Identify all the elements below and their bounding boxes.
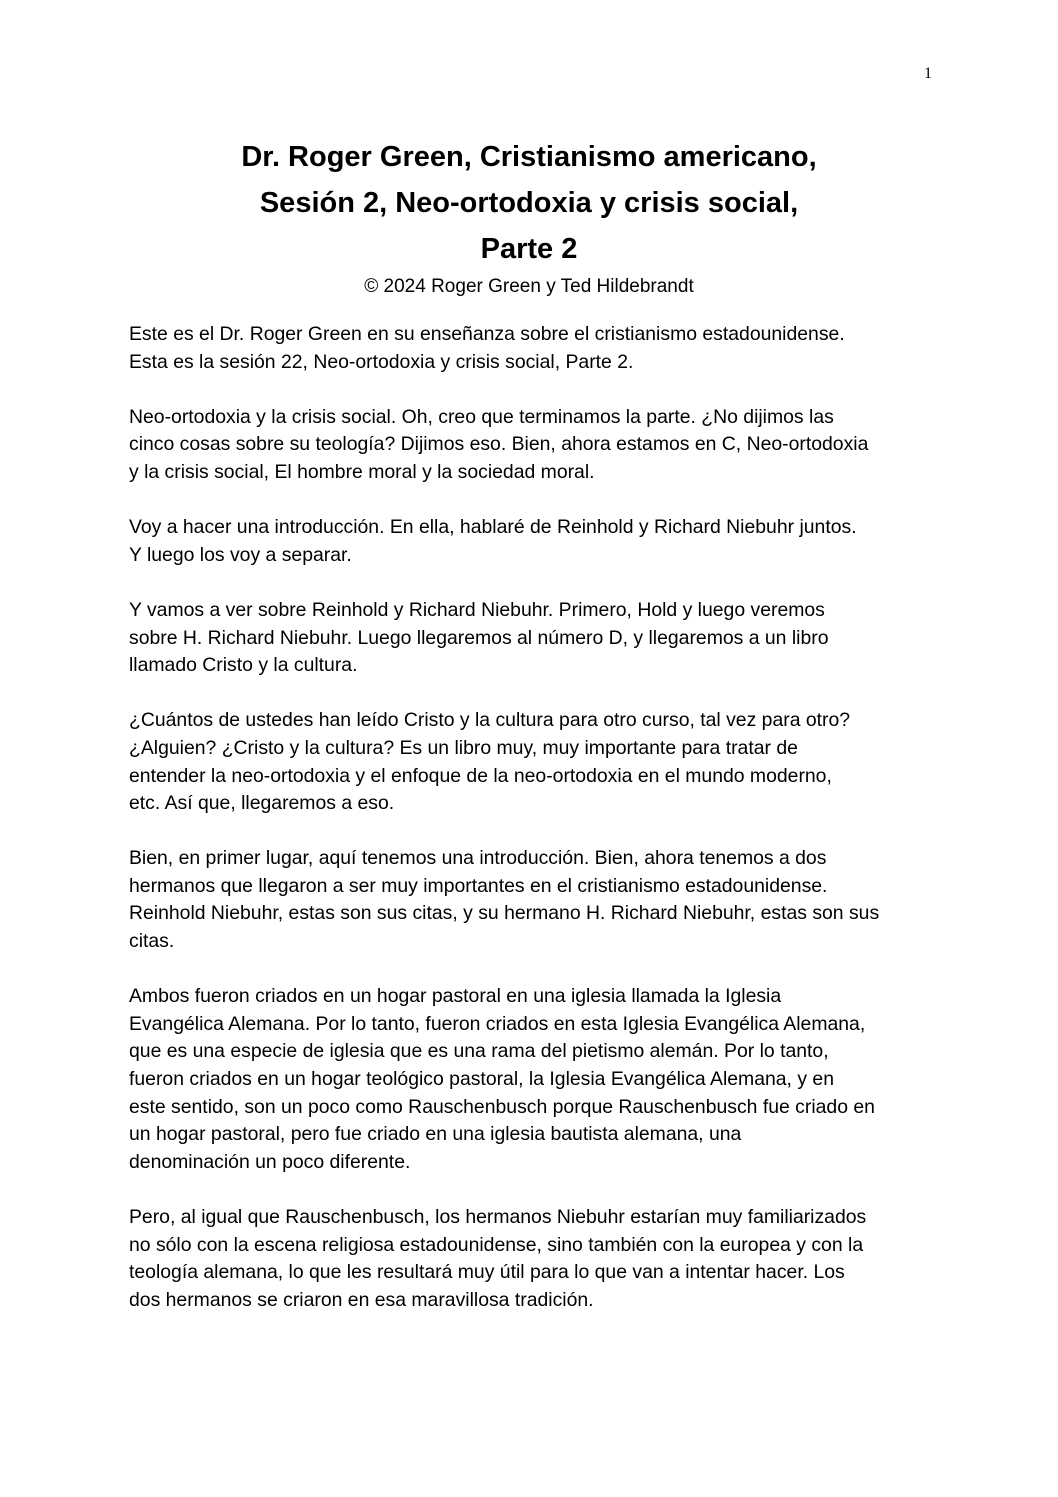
text-line: Reinhold Niebuhr, estas son sus citas, y su hermano H. Richard Niebuhr, estas son sus xyxy=(129,902,880,925)
text-line: Bien, en primer lugar, aquí tenemos una introducción. Bien, ahora tenemos a dos xyxy=(129,847,827,870)
text-line: Y vamos a ver sobre Reinhold y Richard Niebuhr. Primero, Hold y luego veremos xyxy=(129,598,825,621)
text-line: llamado Cristo y la cultura. xyxy=(129,654,358,677)
text-line: que es una especie de iglesia que es una rama del pietismo alemán. Por lo tanto, xyxy=(129,1040,829,1063)
title-line-1: Dr. Roger Green, Cristianismo americano, xyxy=(241,141,817,173)
paragraph-4 xyxy=(129,597,934,680)
title-line-3: Parte 2 xyxy=(480,233,578,265)
text-line: cinco cosas sobre su teología? Dijimos eso. Bien, ahora estamos en C, Neo-ortodoxia xyxy=(129,433,869,456)
text-line: y la crisis social, El hombre moral y la sociedad moral. xyxy=(129,460,595,483)
text-line: dos hermanos se criaron en esa maravillosa tradición. xyxy=(129,1288,594,1311)
text-line: Y luego los voy a separar. xyxy=(129,543,352,566)
paragraph-2 xyxy=(129,404,934,487)
document-header xyxy=(0,134,1058,300)
text-line: Voy a hacer una introducción. En ella, hablaré de Reinhold y Richard Niebuhr juntos. xyxy=(129,516,857,539)
text-line: este sentido, son un poco como Rauschenbusch porque Rauschenbusch fue criado en xyxy=(129,1095,875,1118)
text-line: sobre H. Richard Niebuhr. Luego llegaremos al número D, y llegaremos a un libro xyxy=(129,626,829,649)
text-line: Neo-ortodoxia y la crisis social. Oh, creo que terminamos la parte. ¿No dijimos las xyxy=(129,405,834,428)
text-line: ¿Cuántos de ustedes han leído Cristo y la cultura para otro curso, tal vez para otro? xyxy=(129,709,851,732)
paragraph-1 xyxy=(129,321,934,376)
text-line: Pero, al igual que Rauschenbusch, los hermanos Niebuhr estarían muy familiarizados xyxy=(129,1206,867,1228)
text-line: no sólo con la escena religiosa estadounidense, sino también con la europea y con la xyxy=(129,1233,864,1256)
paragraph-5 xyxy=(129,707,934,817)
text-line: ¿Alguien? ¿Cristo y la cultura? Es un libro muy, muy importante para tratar de xyxy=(129,736,798,759)
text-line: un hogar pastoral, pero fue criado en una iglesia bautista alemana, una xyxy=(129,1123,742,1146)
text-line: entender la neo-ortodoxia y el enfoque de la neo-ortodoxia en el mundo moderno, xyxy=(129,764,832,787)
text-line: Evangélica Alemana. Por lo tanto, fueron criados en esta Iglesia Evangélica Alemana, xyxy=(129,1012,866,1035)
paragraph-7 xyxy=(129,983,934,1176)
paragraph-8 xyxy=(129,1204,934,1314)
copyright-notice: © 2024 Roger Green y Ted Hildebrandt xyxy=(364,276,694,297)
title-line-2: Sesión 2, Neo-ortodoxia y crisis social, xyxy=(259,187,799,219)
text-line: Ambos fueron criados en un hogar pastoral en una iglesia llamada la Iglesia xyxy=(129,985,782,1008)
page-number: 1 xyxy=(924,65,932,82)
text-line: fueron criados en un hogar teológico pastoral, la Iglesia Evangélica Alemana, y en xyxy=(129,1068,834,1091)
text-line: etc. Así que, llegaremos a eso. xyxy=(129,792,395,815)
paragraph-6 xyxy=(129,845,934,955)
text-line: denominación un poco diferente. xyxy=(129,1150,411,1173)
document-body xyxy=(129,321,934,1342)
text-line: Esta es la sesión 22, Neo-ortodoxia y crisis social, Parte 2. xyxy=(129,350,634,373)
text-line: teología alemana, lo que les resultará muy útil para lo que van a intentar hacer. Los xyxy=(129,1261,845,1284)
text-line: citas. xyxy=(129,930,175,953)
paragraph-3 xyxy=(129,514,934,569)
text-line: hermanos que llegaron a ser muy importantes en el cristianismo estadounidense. xyxy=(129,874,828,897)
text-line: Este es el Dr. Roger Green en su enseñanza sobre el cristianismo estadounidense. xyxy=(129,323,845,345)
